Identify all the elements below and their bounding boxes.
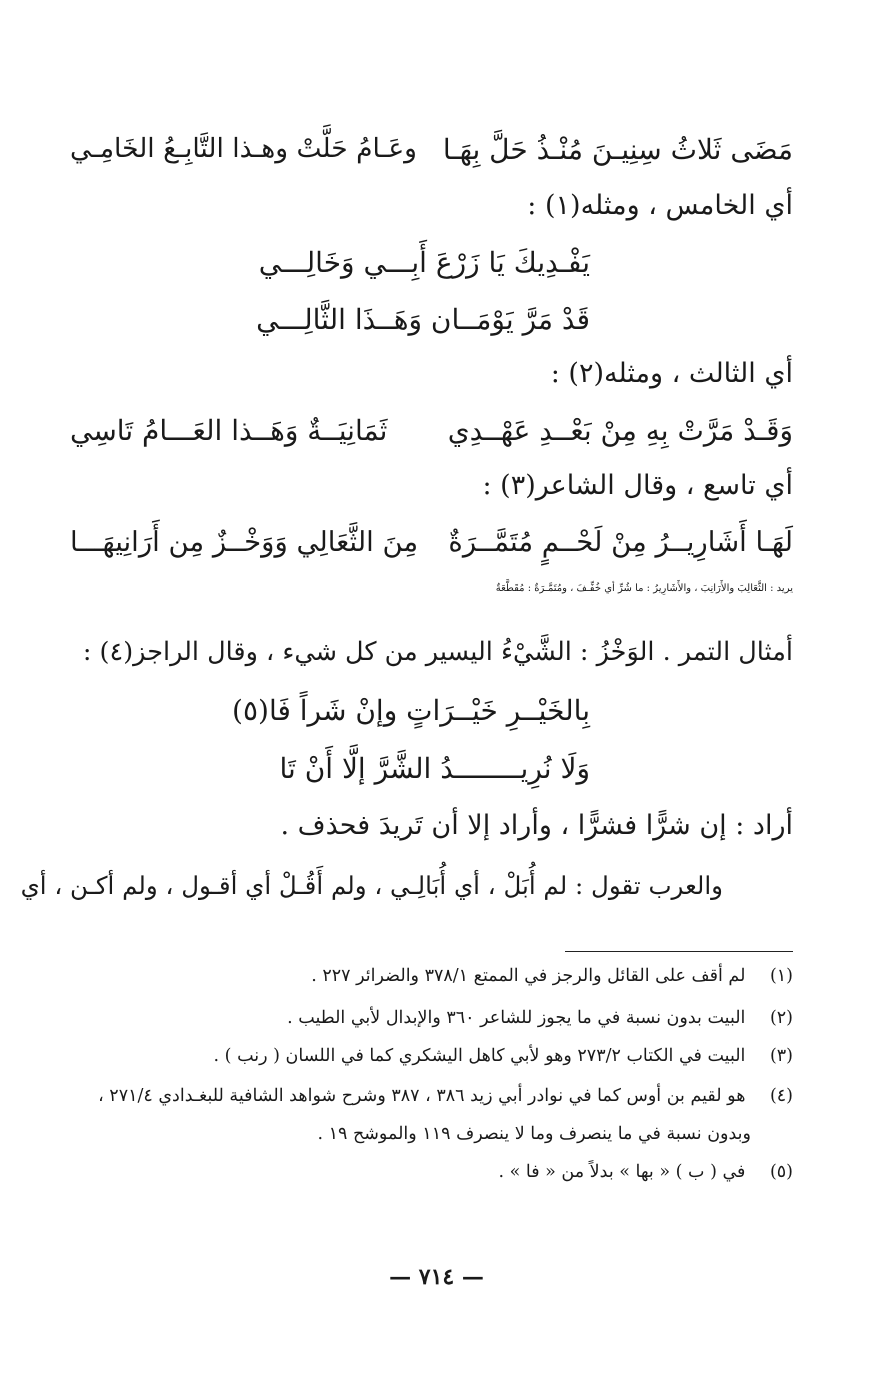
- verse-1: [60, 133, 793, 177]
- verse-3-second-hemistich: مِنَ الثَّعَالِي وَوَخْــزٌ مِن أَرَانِيهَـــا: [70, 526, 419, 558]
- footnote-5: [498, 1162, 793, 1182]
- verse-2-first-hemistich: وَقَـدْ مَرَّتْ بِهِ مِنْ بَعْــدِ عَهْــدِي: [447, 414, 793, 447]
- footnote-4-number: (٤): [769, 1086, 793, 1106]
- footnote-2: [287, 1008, 793, 1028]
- verse-1-second-hemistich: وعَـامُ حَلَّتْ وهـذا التَّابِـعُ الخَامِـي: [70, 133, 417, 164]
- footnote-2-text: البيت بدون نسبة في ما يجوز للشاعر ٣٦٠ والإبدال لأبي الطيب .: [287, 1008, 746, 1028]
- footnote-1-number: (١): [769, 966, 793, 986]
- rajaz-1-line-1: يَفْـدِيكَ يَا زَرْعَ أَبِـــي وَخَالِـــي: [258, 246, 590, 279]
- footnote-2-number: (٢): [769, 1008, 793, 1028]
- footnote-5-number: (٥): [769, 1162, 793, 1182]
- verse-3: [60, 526, 793, 570]
- verse-3-first-hemistich: لَهَـا أَشَارِيــرُ مِنْ لَحْــمٍ مُتَمَّــرَةٌ: [448, 526, 793, 558]
- footnote-1-text: لم أقف على القائل والرجز في الممتع ٣٧٨/١ والضرائر ٢٢٧ .: [311, 966, 746, 986]
- paragraph-line-2: أمثال التمر . الوَخْزُ : الشَّيْءُ اليسير من كل شيء ، وقال الراجز(٤) :: [82, 637, 793, 667]
- footnote-3: [214, 1046, 793, 1066]
- text-line-last: والعرب تقول : لم أُبَلْ ، أي أُبَالِـي ، ولم أَقُـلْ أي أقـول ، ولم أكـن ، أي: [20, 871, 723, 900]
- verse-2: [60, 414, 793, 458]
- text-line-after-rajaz-2: أراد : إن شرًّا فشرًّا ، وأراد إلا أن تَريدَ فحذف .: [280, 810, 793, 841]
- paragraph-line-1: يريد : الثَّعَالِبَ والأَرَانِبَ ، والأَشَارِيرُ : ما شُرِّ أي خُفِّـفَ ، ومُتَمَّـرَةٌ : مُقَطَّعَةٌ: [495, 583, 793, 594]
- page-number: — ٧١٤ —: [389, 1264, 484, 1290]
- footnote-4-text: هو لقيم بن أوس كما في نوادر أبي زيد ٣٨٦ ، ٣٨٧ وشرح شواهد الشافية للبغـدادي ٢٧١/٤ ،: [98, 1086, 746, 1106]
- rajaz-1-line-2: قَدْ مَرَّ يَوْمَــان وَهَــذَا الثَّالِـــي: [256, 303, 590, 336]
- footnote-1: [311, 966, 793, 986]
- rajaz-2-line-1: بِالخَيْــرِ خَيْــرَاتٍ وإنْ شَراً فَا(٥): [232, 694, 590, 727]
- text-line-after-verse-1: أي الخامس ، ومثله(١) :: [527, 190, 793, 221]
- footnote-4-continuation: وبدون نسبة في ما ينصرف وما لا ينصرف ١١٩ والموشح ١٩ .: [317, 1124, 751, 1144]
- footnote-5-text: في ( ب ) « بها » بدلاً من « فا » .: [498, 1162, 746, 1182]
- verse-2-second-hemistich: ثَمَانِيَــةٌ وَهَــذا العَـــامُ تَاسِي: [70, 414, 388, 447]
- text-line-after-verse-2: أي تاسع ، وقال الشاعر(٣) :: [482, 470, 793, 501]
- text-line-after-rajaz-1: أي الثالث ، ومثله(٢) :: [550, 358, 793, 389]
- footnote-3-text: البيت في الكتاب ٢٧٣/٢ وهو لأبي كاهل اليشكري كما في اللسان ( رنب ) .: [213, 1046, 746, 1066]
- footnote-3-number: (٣): [769, 1046, 793, 1066]
- rajaz-2-line-2: وَلَا نُرِيــــــــدُ الشَّرَّ إلَّا أَنْ تَا: [279, 752, 590, 785]
- footnote-separator: [565, 951, 793, 952]
- footnote-4: [98, 1086, 793, 1106]
- verse-1-first-hemistich: مَضَى ثَلاثُ سِنِيـنَ مُنْـذُ حَلَّ بِهَـا: [442, 133, 793, 166]
